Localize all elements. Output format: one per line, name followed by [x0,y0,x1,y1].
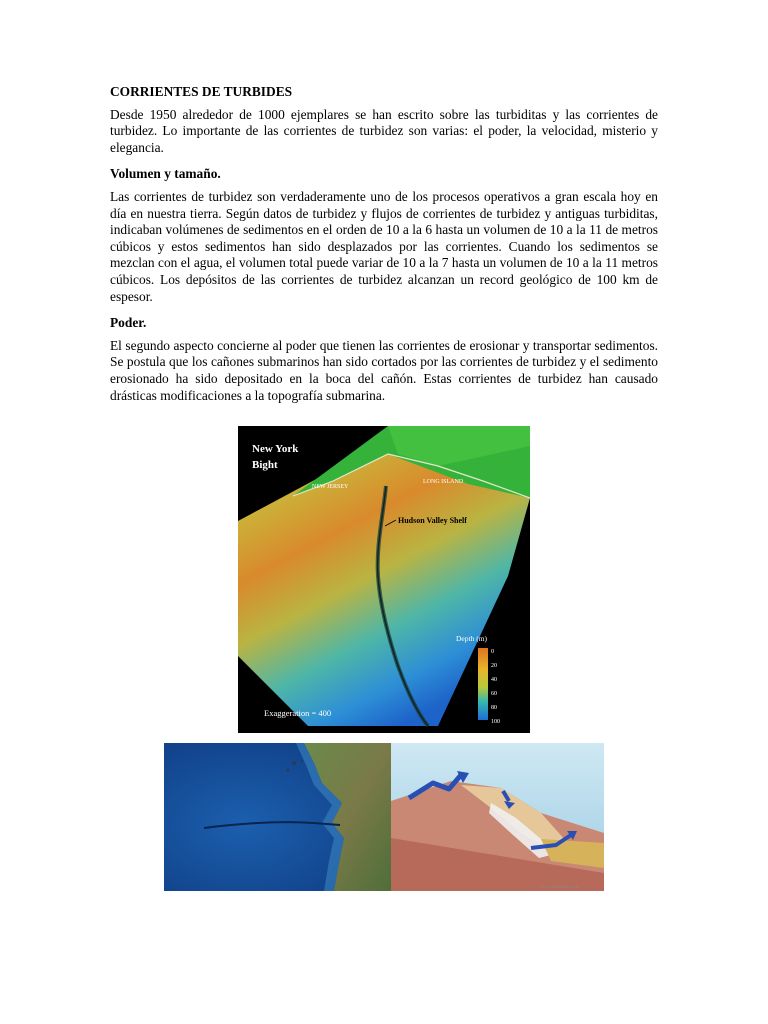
document-title: CORRIENTES DE TURBIDES [110,84,293,99]
legend-tick-20: 20 [491,663,497,669]
block-diagram-figure [391,743,604,891]
label-canyon: Hudson Valley Shelf [398,516,467,525]
label-new-jersey: NEW JERSEY [312,484,349,490]
legend-tick-0: 0 [491,649,494,655]
document-body [110,84,658,414]
figure-title-line1: New York [252,443,299,455]
label-long-island: LONG ISLAND [423,479,464,485]
bathymetry-image [238,426,530,733]
legend-tick-60: 60 [491,691,497,697]
legend-tick-100: 100 [491,719,500,725]
section-heading-volumen: Volumen y tamaño. [110,166,221,182]
section-paragraph-volumen: Las corrientes de turbidez son verdaderamente uno de los procesos operativos a gran escala hoy en día en nuestra tierra. Según datos de turbidez y flujos de corrientes de turbidez y antiguas turbiditas, indicaban volúmenes de sedimentos en el orden de 10 a la 6 hasta un volumen de 10 a la 11 de metros cúbicos y estos sedimentos han sido desplazados por las corrientes. Cuando los sedimentos se mezclan con el agua, el volumen total puede variar de 10 a la 7 hasta un volumen de 10 a la 11 metros cúbicos. Los depósitos de las corrientes de turbidez alcanzan un record geológico de 100 km de espesor. [110,188,658,304]
figure-title-line2: Bight [252,459,278,471]
legend-tick-40: 40 [491,677,497,683]
block-diagram-image [391,743,604,891]
satellite-image [164,743,391,891]
depth-legend-bar [478,648,488,720]
section-heading-poder: Poder. [110,315,147,331]
satellite-figure [164,743,391,891]
section-paragraph-poder: El segundo aspecto concierne al poder que tienen las corrientes de erosionar y transportar sedimentos. Se postula que los cañones submarinos han sido cortados por las corrientes de turbidez y el sedimento erosionado ha sido depositado en la boca del cañón. Estas corrientes de turbidez han causado drásticas modificaciones a la topografía submarina. [110,337,658,403]
exaggeration-label: Exaggeration = 400 [264,708,332,718]
intro-paragraph: Desde 1950 alrededor de 1000 ejemplares se han escrito sobre las turbiditas y las corrientes de turbidez. Lo importante de las corrientes de turbidez son varias: el poder, la velocidad, misterio y elegancia. [110,106,658,155]
bathymetry-figure [238,426,530,733]
diagram-credit: www.tudosobre.com [541,884,579,889]
legend-tick-80: 80 [491,705,497,711]
legend-title: Depth (m) [456,634,488,643]
